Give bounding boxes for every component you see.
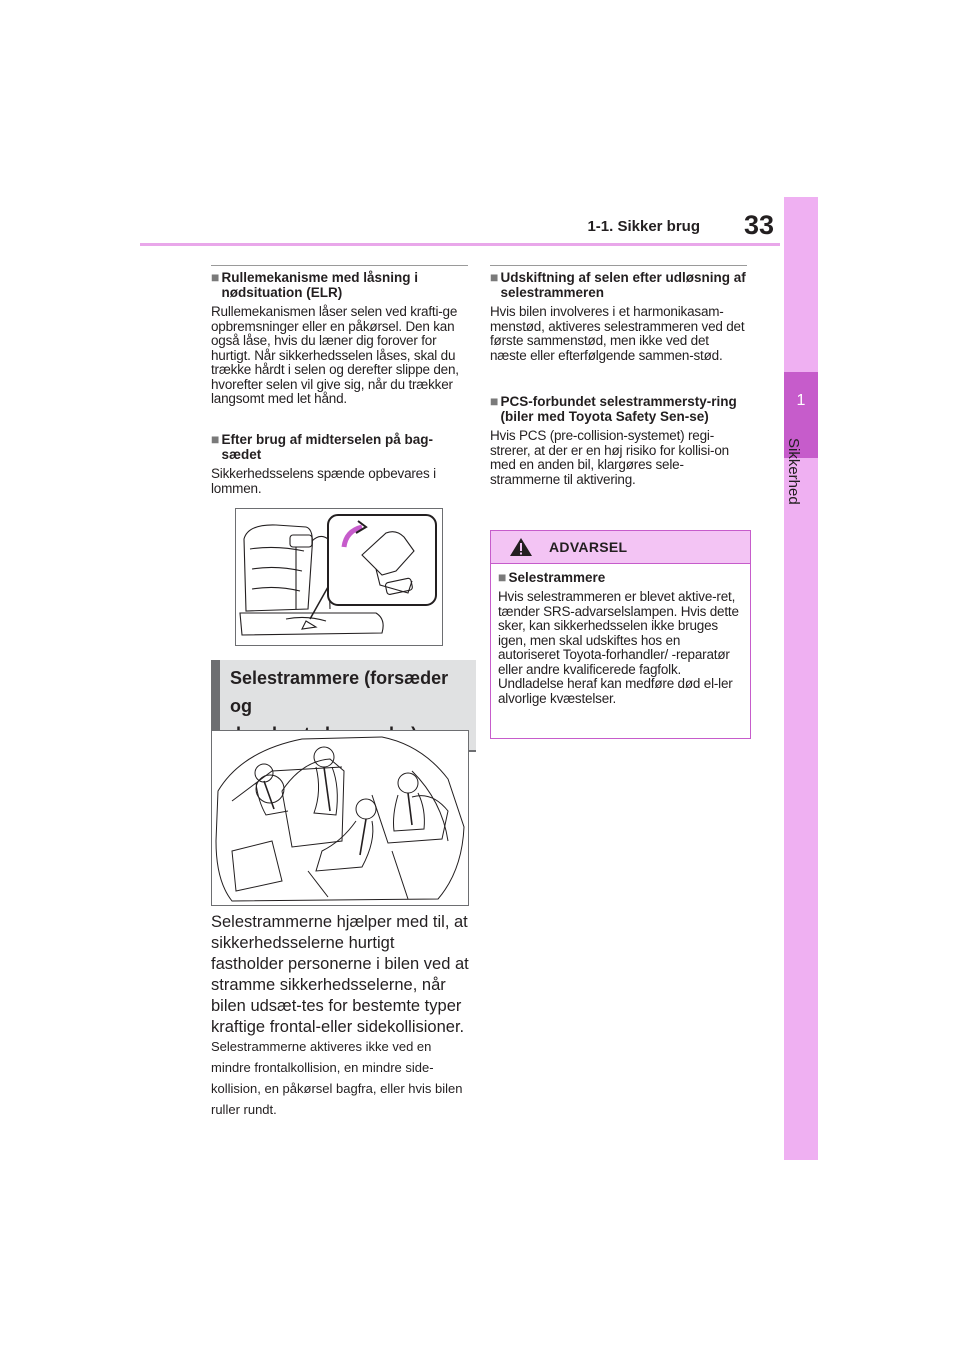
- warning-title: ADVARSEL: [549, 539, 628, 555]
- warning-text-2: Undladelse heraf kan medføre død el-ler alvorlige kvæstelser.: [498, 676, 733, 706]
- page-number: 33: [743, 210, 774, 240]
- square-bullet-icon: ■: [498, 569, 507, 585]
- square-bullet-icon: ■: [490, 393, 499, 409]
- center-belt-body: Sikkerhedsselens spænde opbevares i lommen.: [211, 466, 436, 496]
- elr-body: Rullemekanismen låser selen ved krafti-ge opbremsninger eller en påkørsel. Den kan også låse, hvis du læner dig forover for hurtigt. Når sikkerhedsselen låses, skal du trække hårdt i selen og derefter slippe den, hvorefter selen vil give sig, når du trækker langsomt med let hånd.: [211, 304, 459, 406]
- replace-heading: ■ Udskiftning af selen efter udløsning af selestrammeren: [490, 269, 746, 300]
- pretensioner-description: Selestrammerne hjælper med til, at sikkerhedsselerne hurtigt fastholder personerne i bilen ved at stramme sikkerhedsselerne, når bilen udsæt-tes for bestemte typer kraftige frontal-eller sidekollisioner.: [211, 913, 469, 1036]
- chapter-number: 1: [796, 392, 806, 409]
- square-bullet-icon: ■: [211, 269, 220, 285]
- replace-body: Hvis bilen involveres i et harmonikasam-menstød, aktiveres selestrammeren ved det første sammenstød, men ikke ved det næste eller efterfølgende sammen-stød.: [490, 304, 745, 363]
- section-title: 1-1. Sikker brug: [587, 218, 700, 235]
- elr-heading: ■ Rullemekanisme med låsning i nødsituation (ELR): [211, 269, 419, 300]
- section-divider: [490, 265, 747, 266]
- pcs-body: Hvis PCS (pre-collision-systemet) regi-strerer, at der er en høj risiko for kollisi-on med en anden bil, klargøres sele-strammerne til aktivering.: [490, 428, 729, 487]
- warning-heading: ■ Selestrammere: [498, 569, 606, 585]
- warning-triangle-icon: [509, 537, 533, 557]
- header-rule: [140, 243, 780, 246]
- square-bullet-icon: ■: [490, 269, 499, 285]
- pcs-block: [490, 394, 748, 487]
- section-divider: [211, 265, 468, 266]
- section-title-line-1: Selestrammere (forsæder og: [230, 668, 449, 716]
- replace-block: [490, 270, 748, 363]
- warning-box: [490, 530, 751, 739]
- side-tab-label: Sikkerhed: [785, 438, 802, 505]
- warning-header: [491, 531, 750, 564]
- pcs-heading: ■ PCS-forbundet selestrammersty-ring (biler med Toyota Safety Sen-se): [490, 393, 737, 424]
- warning-text-1: Hvis selestrammeren er blevet aktive-ret, tænder SRS-advarselslampen. Hvis dette sker, kan sikkerhedsselen ikke bruges igen, men skal udskiftes hos en autoriseret Toyota-forhandler/ -reparatør eller andre kvalificerede fagfolk.: [498, 589, 739, 677]
- square-bullet-icon: ■: [211, 431, 220, 447]
- pretensioner-note: Selestrammerne aktiveres ikke ved en mindre frontalkollision, en mindre side-kollision, en påkørsel bagfra, eller hvis bilen ruller rundt.: [211, 1039, 463, 1117]
- elr-block: [211, 270, 469, 407]
- center-belt-block: [211, 432, 469, 496]
- rear-seat-illustration: [235, 508, 443, 646]
- center-belt-heading: ■ Efter brug af midterselen på bag-sædet: [211, 431, 434, 462]
- side-tab: [784, 197, 818, 1160]
- car-cutaway-illustration: [211, 730, 469, 906]
- warning-body: [491, 564, 750, 706]
